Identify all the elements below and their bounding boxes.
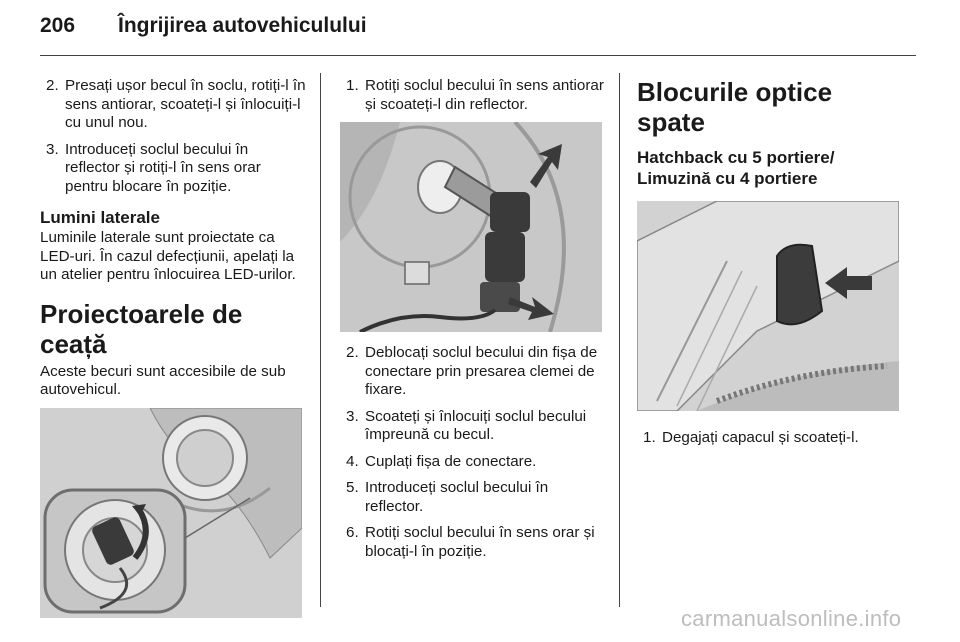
step-number: 4. <box>346 452 359 470</box>
fog-lights-text: Aceste becuri sunt accesibile de sub autovehicul. <box>40 362 286 398</box>
side-lights-text: Luminile laterale sunt proiectate ca LED-uri. În cazul defecțiunii, apelați la un atelier pentru înlocuirea LED-urilor. <box>40 229 296 283</box>
step-text: Degajați capacul și scoateți-l. <box>662 429 859 446</box>
side-lights-heading: Lumini laterale <box>40 208 160 227</box>
column-divider <box>320 73 321 607</box>
list-item <box>637 429 905 448</box>
list-item <box>340 344 606 400</box>
list-item <box>340 453 606 472</box>
column-3 <box>637 77 905 456</box>
column-2 <box>340 77 606 569</box>
step-list <box>637 429 905 448</box>
list-item <box>340 524 606 561</box>
bulb-socket-illustration <box>340 122 602 332</box>
step-number: 5. <box>346 479 359 496</box>
step-text: Rotiți soclul becului în sens orar și blocați-l în poziție. <box>365 524 595 560</box>
page-header <box>40 14 367 38</box>
column-divider <box>619 73 620 607</box>
step-text: Introduceți soclul becului în reflector și rotiți-l în sens orar pentru blocare în poziție. <box>65 140 261 195</box>
header-rule <box>40 55 916 56</box>
list-item <box>340 77 606 114</box>
watermark: carmanualsonline.info <box>681 606 902 631</box>
list-item <box>40 141 306 197</box>
column-1 <box>40 77 306 618</box>
step-number: 6. <box>346 524 359 541</box>
page-title: Îngrijirea autovehiculului <box>118 14 367 37</box>
step-number: 1. <box>346 77 359 94</box>
step-list <box>340 77 606 114</box>
step-number: 3. <box>46 140 59 158</box>
step-number: 1. <box>643 429 656 446</box>
tail-light-cover-illustration <box>637 201 899 411</box>
fog-lights-heading: Proiectoarele de ceață <box>40 298 243 359</box>
tail-lights-subheading: Hatchback cu 5 portiere/ Limuzină cu 4 portiere <box>637 148 835 188</box>
step-list <box>340 344 606 561</box>
step-text: Rotiți soclul becului în sens antiorar și scoateți-l din reflector. <box>365 77 604 113</box>
tail-lights-heading: Blocurile optice spate <box>637 77 833 137</box>
step-text: Scoateți și înlocuiți soclul becului împreună cu becul. <box>365 407 587 443</box>
step-number: 2. <box>46 77 59 94</box>
page-number: 206 <box>40 14 76 37</box>
step-list <box>40 77 306 196</box>
step-text: Deblocați soclul becului din fișa de conectare prin presarea clemei de fixare. <box>365 344 598 398</box>
step-text: Presați ușor becul în soclu, rotiți-l în sens antiorar, scoateți-l și înlocuiți-l cu unul nou. <box>65 77 306 131</box>
list-item <box>340 479 606 516</box>
fog-light-illustration <box>40 408 302 618</box>
list-item <box>340 408 606 445</box>
step-text: Introduceți soclul becului în reflector. <box>365 479 549 515</box>
step-number: 2. <box>346 344 359 361</box>
list-item <box>40 77 306 133</box>
step-number: 3. <box>346 407 359 425</box>
step-text: Cuplați fișa de conectare. <box>365 452 537 470</box>
